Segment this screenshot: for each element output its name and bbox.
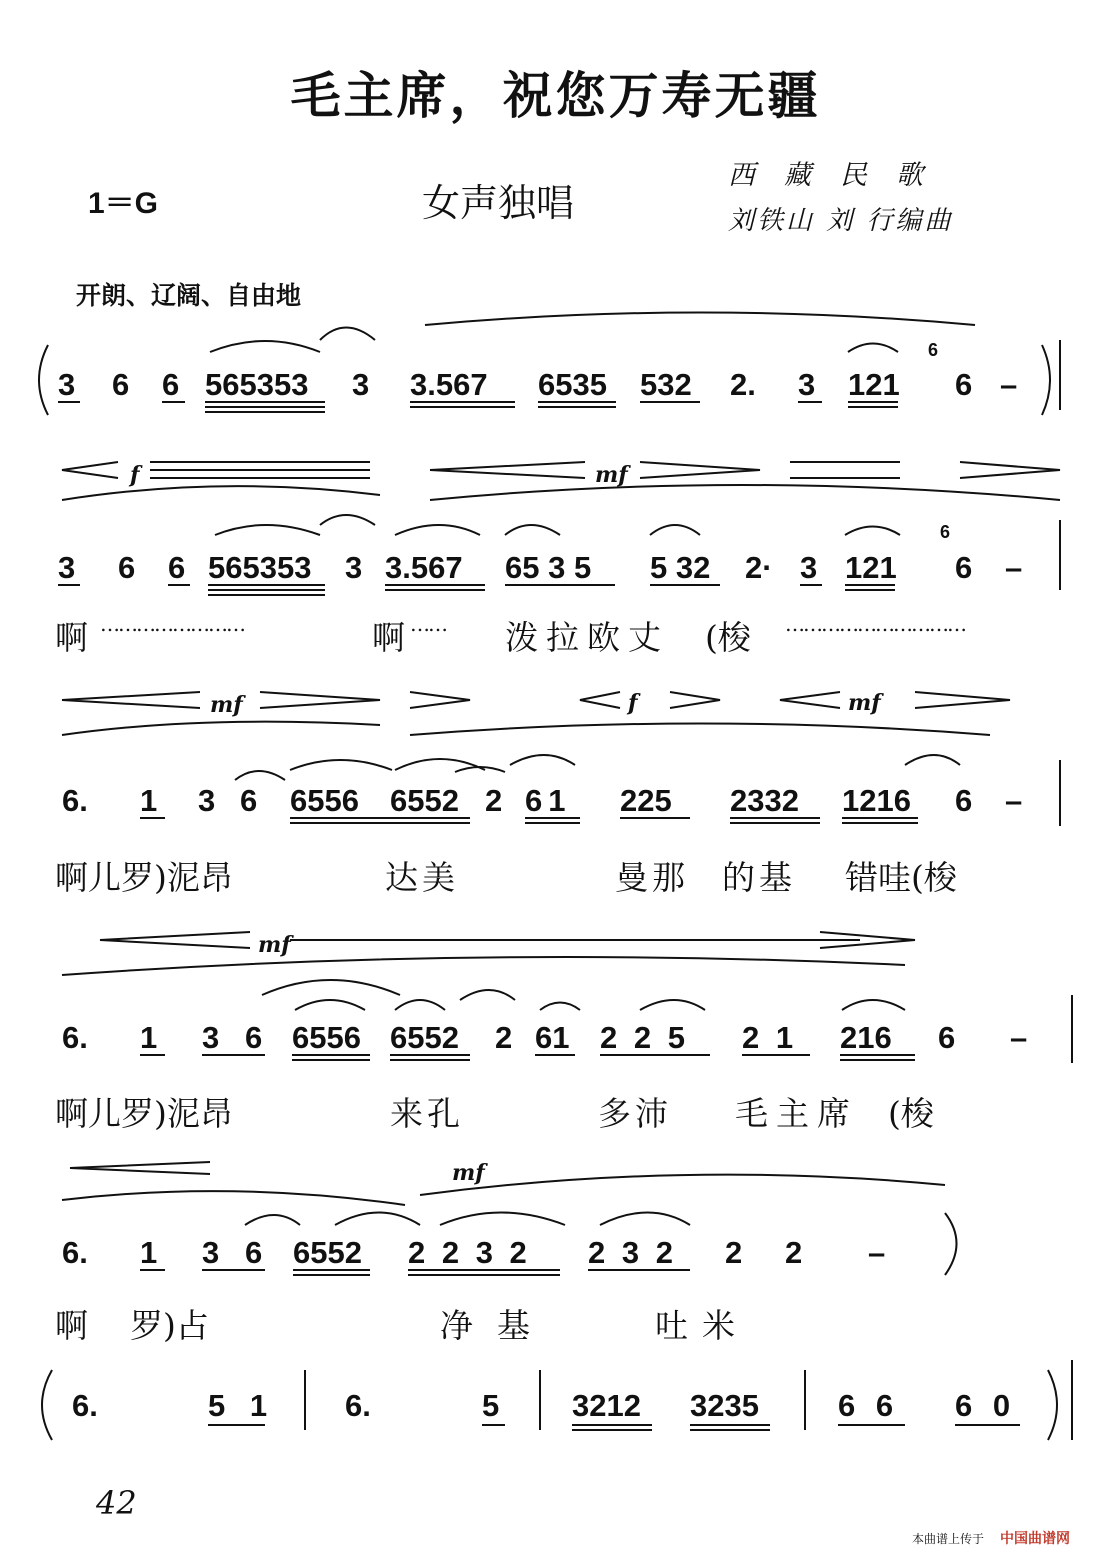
slur	[290, 760, 392, 770]
slur	[62, 957, 905, 975]
lyric: 罗)占	[130, 1306, 209, 1345]
close-paren	[1048, 1370, 1057, 1440]
note-group: 3235	[690, 1388, 759, 1423]
slur	[505, 525, 560, 535]
note-group: 6535	[538, 367, 607, 402]
upload-credit: 本曲谱上传于	[912, 1532, 985, 1546]
note-group: 565353	[208, 550, 312, 585]
lyric: (梭	[705, 618, 751, 657]
dynamic-mark: mf	[452, 1160, 485, 1186]
dynamic-mark: mf	[595, 462, 628, 488]
note-group: 2 2 5	[600, 1020, 689, 1055]
crescendo-hairpin	[580, 692, 620, 708]
note: 6	[245, 1235, 263, 1270]
slur	[210, 341, 320, 352]
lyric: 的基	[722, 858, 796, 897]
note: 6	[118, 550, 136, 585]
note: 3	[202, 1020, 220, 1055]
slur	[320, 515, 375, 525]
lyric: 啊儿罗)泥昂	[55, 858, 233, 897]
slur	[430, 485, 1060, 500]
slur	[440, 1213, 565, 1226]
note: 3	[798, 367, 816, 402]
note-group: 121	[845, 550, 897, 585]
note: 6	[955, 783, 973, 818]
note: 6	[955, 550, 973, 585]
slur	[842, 1000, 905, 1010]
note-group: 61	[525, 783, 572, 818]
note: 3	[58, 550, 76, 585]
crescendo-hairpin	[62, 462, 118, 478]
note-group: 5 32	[650, 550, 711, 585]
lyric-dots: …………………………	[785, 612, 965, 636]
note: 6	[168, 550, 186, 585]
extension-dash: –	[1010, 1020, 1028, 1055]
site-logo: 中国曲谱网	[1000, 1531, 1070, 1547]
crescendo-hairpin	[62, 692, 200, 708]
note: 3	[202, 1235, 220, 1270]
slur	[335, 1213, 420, 1226]
note-group: 216	[840, 1020, 892, 1055]
note-group: 1216	[842, 783, 911, 818]
slur	[460, 990, 515, 1000]
note-group: 121	[848, 367, 900, 402]
note: 2	[495, 1020, 513, 1055]
note-group: 6 0	[955, 1388, 1017, 1423]
open-paren	[39, 345, 48, 415]
slur	[215, 525, 320, 535]
note: 6	[245, 1020, 263, 1055]
song-title: 毛主席，祝您万寿无疆	[290, 66, 821, 125]
hairpin-lines	[150, 462, 370, 478]
note-group: 6 6	[838, 1388, 900, 1423]
lyric: 啊	[372, 618, 405, 657]
hairpin-lines	[790, 462, 900, 478]
lyric: 来孔	[390, 1094, 464, 1133]
note: 6	[955, 367, 973, 402]
crescendo-hairpin	[780, 692, 840, 708]
decrescendo-hairpin	[670, 692, 720, 708]
crescendo-hairpin	[430, 462, 585, 478]
note: 6.	[62, 1020, 88, 1055]
slur	[420, 1175, 945, 1195]
slur	[395, 1000, 445, 1010]
song-source: 西藏民歌	[728, 160, 952, 191]
note-group: 225	[620, 783, 672, 818]
lyric: 啊	[55, 1306, 88, 1345]
note-group: 2332	[730, 783, 799, 818]
note-group: 6552	[390, 1020, 459, 1055]
crescendo-hairpin	[100, 932, 250, 948]
note: 3	[58, 367, 76, 402]
tempo-marking: 开朗、辽阔、自由地	[76, 281, 302, 310]
performance-type: 女声独唱	[422, 181, 575, 225]
slur	[640, 1000, 705, 1010]
note-group: 532	[640, 367, 692, 402]
slur	[848, 344, 898, 353]
note-group: 6556	[292, 1020, 361, 1055]
decrescendo-hairpin	[410, 692, 470, 708]
dynamic-mark: mf	[258, 932, 291, 958]
note: 6.	[62, 1235, 88, 1270]
note-group: 3.567	[385, 550, 463, 585]
slur	[295, 1000, 365, 1010]
note-group: 2 3 2	[588, 1235, 677, 1270]
note: 6	[162, 367, 180, 402]
lyric: 曼那	[615, 858, 689, 897]
note: 1	[140, 1235, 158, 1270]
note: 2·	[745, 550, 773, 585]
note: 6	[938, 1020, 956, 1055]
note-group: 565353	[205, 367, 309, 402]
lyric: 泼拉欧丈	[505, 618, 669, 657]
slur	[410, 724, 990, 736]
lyric: 啊儿罗)泥昂	[55, 1094, 233, 1133]
note: 3	[800, 550, 818, 585]
slur	[62, 722, 380, 735]
note: 3	[198, 783, 216, 818]
lyric: 达美	[385, 858, 459, 897]
note-group: 65 3 5	[505, 550, 592, 585]
lyric-dots: ……	[410, 612, 446, 636]
lyric: (梭	[888, 1094, 934, 1133]
grace-note: 6	[928, 340, 939, 360]
crescendo-hairpin	[70, 1162, 210, 1174]
lyric-dots: ……………………	[100, 612, 244, 636]
lyric: 吐米	[655, 1306, 749, 1345]
slur	[455, 767, 505, 772]
note-group: 6552	[390, 783, 459, 818]
decrescendo-hairpin	[260, 692, 380, 708]
key-signature: 1＝G	[88, 187, 159, 220]
note-group: 5 1	[208, 1388, 276, 1423]
note: 6	[112, 367, 130, 402]
note-group: 3.567	[410, 367, 488, 402]
lyric: 啊	[55, 618, 88, 657]
slur	[62, 1191, 405, 1205]
note: 2.	[730, 367, 756, 402]
note: 6.	[72, 1388, 98, 1423]
extension-dash: –	[868, 1235, 886, 1270]
slur	[62, 486, 380, 500]
grace-note: 6	[940, 522, 951, 542]
note-group: 61	[535, 1020, 570, 1055]
extension-dash: –	[1000, 367, 1018, 402]
page-number: 42	[96, 1484, 137, 1522]
lyric: 错哇(梭	[845, 858, 957, 897]
note: 6	[240, 783, 258, 818]
open-paren	[42, 1370, 52, 1440]
dynamic-mark: f	[130, 462, 140, 488]
slur	[395, 525, 480, 535]
slur	[905, 755, 960, 765]
note: 3	[345, 550, 363, 585]
note-group: 2 1	[742, 1020, 798, 1055]
decrescendo-hairpin	[915, 692, 1010, 708]
close-paren	[945, 1213, 957, 1275]
lyric: 多沛	[598, 1094, 672, 1133]
dynamic-mark: mf	[848, 690, 881, 716]
slur	[320, 328, 375, 341]
slur	[245, 1215, 300, 1225]
close-paren	[1042, 345, 1050, 415]
slur	[650, 525, 700, 535]
note-group: 2 2 3 2	[408, 1235, 531, 1270]
note-group: 6552	[293, 1235, 362, 1270]
note: 5	[482, 1388, 500, 1423]
decrescendo-hairpin	[960, 462, 1060, 478]
lyric: 毛主席	[735, 1094, 858, 1133]
arranger-credit: 刘铁山 刘 行编曲	[728, 206, 954, 236]
note: 3	[352, 367, 370, 402]
slur	[600, 1213, 690, 1226]
note: 1	[140, 1020, 158, 1055]
slur	[262, 980, 400, 995]
note: 2	[725, 1235, 743, 1270]
note-group: 6556	[290, 783, 359, 818]
extension-dash: –	[1005, 550, 1023, 585]
dynamic-mark: mf	[210, 692, 243, 718]
note: 2	[785, 1235, 803, 1270]
decrescendo-hairpin	[640, 462, 760, 478]
slur	[425, 313, 975, 326]
extension-dash: –	[1005, 783, 1023, 818]
slur	[540, 1003, 580, 1011]
dynamic-mark: f	[628, 690, 638, 716]
lyric: 净基	[440, 1306, 554, 1345]
slur	[235, 771, 285, 780]
note: 1	[140, 783, 158, 818]
note: 6.	[345, 1388, 371, 1423]
slur	[845, 527, 900, 536]
slur	[510, 755, 575, 765]
note: 2	[485, 783, 503, 818]
note: 6.	[62, 783, 88, 818]
note-group: 3212	[572, 1388, 641, 1423]
